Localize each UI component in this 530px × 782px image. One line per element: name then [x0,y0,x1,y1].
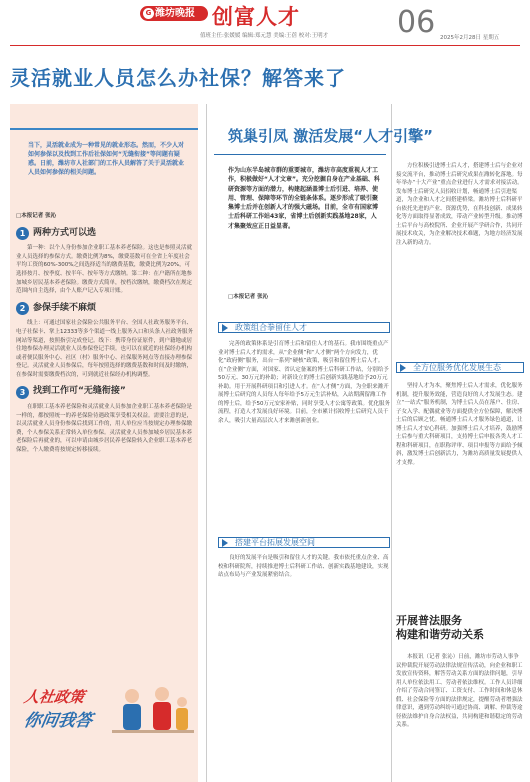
right-text-2: 坚持人才为本，聚焦博士后人才需求，优化服务机制，提升服务效能，营造良好的人才发展生态。建立“一站式”服务机制，为博士后人员在落户、住房、子女入学、配偶就业等方面提供全方位保障，解决博士后的后顾之忧。畅通博士后人才服务绿色通道，让博士后人才安心科研。加强博士后人才培养，鼓励博士后参与重大科研项目，支持博士后申报各类人才工程和科研项目，在职称评审、项目申报等方面给予倾斜，激发博士后创新活力，为潍坊高质量发展提供人才支撑。 [396,383,523,466]
subheading-1 [16,227,194,241]
subheading-2-title: 参保手续不麻烦 [33,302,97,313]
column-divider [206,104,207,782]
column-divider [391,104,392,782]
issue-date: 2025年2月28日 星期五 [440,35,500,41]
banner-line-2: 你问我答 [22,711,94,731]
masthead-rule [10,45,520,46]
right-title-line-1: 开展普法服务 [396,614,462,627]
editor-credits: 值班主任:张媛媛 编辑:郑元慧 美编:王蓓 校对:王明才 [200,33,329,39]
left-article-body [16,212,194,456]
section-heading-platform: 搭建平台拓展发展空间 [218,537,390,548]
newspaper-logo: 潍坊晚报 [140,6,208,21]
middle-article-title: 筑巢引凤 激活发展“人才引擎” [228,127,433,145]
article-byline: □本报记者 张沁 [16,213,57,219]
right-text-1: 方位积极引进博士后人才，搭建博士后与企业对接交流平台，推动博士后研究成果在潍转化落地。每年举办“十大产业”重点企业进行人才需求对接活动。发布博士后研究人员招收计划，畅通博士后引进渠道，为企业和人才之间搭建桥梁。潍坊博士后科研平台依托先进的产业、资源优势，在科技创新、成果转化等方面取得显著成效，带动产业转型升级。推动博士后平台与高校院所、企业开展产学研合作，共同开展技术攻关，为企业解决技术难题，为地方经济发展注入新的动力。 [396,163,523,246]
page-number: 06 [397,5,436,40]
middle-article-lead: 作为山东半岛城市群的重要城市，潍坊市高度重视人才工作，积极做好“人才文章”。充分挖掘自身在产业基础、科研资源等方面的潜力，构建起涵盖博士后引进、培养、使用、管理、保障等环节的全链条体系。逐步形成了吸引聚集博士后并在创新人才的强大磁场。目前，全市有国家博士后科研工作站43家，省博士后创新实践基地28家，人才集聚效应正日益显著。 [228,167,380,230]
middle-byline: □本报记者 张沁 [228,294,269,300]
section-title: 创富人才 [212,4,300,29]
middle-text-2: 良好的发展平台是吸引和留住人才的关键。我市依托重点企业、高校和科研院所，持续推进博士后科研工作站、创新实践基地建设，实现站点布局与产业发展紧密结合。 [218,555,389,579]
subheading-3 [16,385,194,399]
logo-mark-icon: G [143,8,154,19]
section-heading-policy: 政策组合拳留住人才 [218,322,390,333]
section-2-text: 线上：可通过国家社会保险公共服务平台、全国人社政务服务平台、电子社保卡、掌上12333等多个渠道一线上服务入口和头条人社政务服务网站等渠道，按照指引完成登记。线下：携带身份证原件，到户籍地或居住地参保办理灵活就业人员参保登记手续。也可以在就近的社保经办机构或者便民服务中心、社区（村）服务中心、社保服务网点等直接办理参保登记。灵活就业人员参保后，每年按照选择的缴费基数和时间及时缴纳，在参保时需要缴费档次的，可到就近社保经办机构调整。 [16,320,193,378]
people-illustration-icon [110,682,195,742]
main-headline: 灵活就业人员怎么办社保？解答来了 [10,66,346,90]
right-text-3: 本报讯（记者 张沁）日前，潍坊市劳动人事争议仲裁院开展劳动法律法规宣传活动，向企业和职工发放宣传资料，解答劳动关系方面的法律问题，引导用人单位依法用工、劳动者依法维权。工作人员详细介绍了劳动合同签订、工资支付、工作时间和休息休假、社会保险等方面的法律规定，提醒劳动者增强法律意识，遇到劳动纠纷可通过协商、调解、仲裁等途径依法维护自身合法权益，共同构建和谐稳定的劳动关系。 [396,654,523,729]
banner-line-1: 人社政策 [22,688,86,706]
subheading-1-title: 两种方式可以选 [33,227,97,238]
number-badge-icon: 2 [16,302,29,315]
subheading-3-title: 找到工作可“无缝衔接” [33,386,126,397]
number-badge-icon: 3 [16,386,29,399]
number-badge-icon: 1 [16,227,29,240]
subheading-2 [16,302,194,316]
right-title-line-2: 构建和谐劳动关系 [396,628,484,642]
section-1-text: 第一种：以个人身份参加企业职工基本养老保险。这也是参照灵活就业人员选择的参保方式。缴费比例为8%，缴费基数可在全省上年度社会平均工资的60%-300%之间选择适当的缴费基数，缴费比例为20%，可选择按月、按季度、按半年、按年等方式缴纳。第二种：在户籍所在地参加城乡居民基本养老保险。缴费方式简单，按档次缴纳，缴费档次在规定范围内自主选择，由个人账户记入专项计账。 [16,245,193,295]
right-article-title [396,614,524,643]
middle-text-1: 完善的政策体系是引育博士后和留住人才的基石。我市围绕重点产业对博士后人才的需求，从“企业侧”和“人才侧”两个方向发力，优化“政府侧”服务，出台一系列“硬核”政策，吸引和留住博士后人才。在“企业侧”方面，对国家、省认定备案的博士后科研工作站，分别给予50万元、30万元的补助；对新设立的博士后创新实践基地给予20万元补助。用于开展科研项目和引进人才。在“人才侧”方面，为全职来潍开展博士后研究的人员每人每年给予5万元生活补贴，入站期满留潍工作的博士后，给予50万元安家补贴，同时享受人才公寓等政策。优化服务流程，打造人才发展良好环境。目前，全市累计招收博士后研究人员千余人，吸引大量高层次人才来潍创新创业。 [218,341,391,424]
article-lead: 当下，灵活就业成为一种常见的就业形态。然而，不少人对如何参保以及找到工作后社保如何“无缝衔接”等问题有疑惑。日前，潍坊市人社部门的工作人员解答了关于灵活就业人员如何参保的相关问题。 [28,142,185,176]
title-rule [214,154,386,155]
section-heading-service: 全方位服务优化发展生态 [396,362,524,373]
section-3-text: 在职职工基本养老保险和灵活就业人员参加企业职工基本养老保险是一样的，都按照统一的养老保险待遇政策享受相关权益。需要注意的是，以灵活就业人员身份参保后找到工作的，用人单位应当按规定办理参保缴费，个人参保关系正常转入单位参保。灵活就业人员参加城乡居民基本养老保险后再就业的，可以申请由城乡居民养老保险转入企业职工基本养老保险，个人缴费将按规定转移接续。 [16,404,193,453]
